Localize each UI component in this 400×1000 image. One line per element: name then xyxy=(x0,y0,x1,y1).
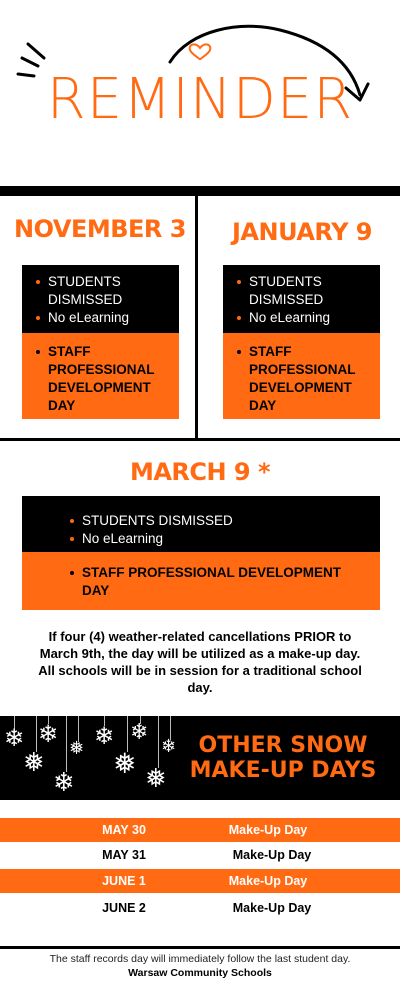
table-row xyxy=(0,843,400,867)
march-students-dismissed: STUDENTS DISMISSED xyxy=(68,512,370,530)
november-date: NOVEMBER 3 xyxy=(14,215,186,243)
november-staff-pd-day: STAFF PROFESSIONAL DEVELOPMENT DAY xyxy=(34,343,169,415)
divider-vertical xyxy=(195,196,198,440)
table-row xyxy=(0,896,400,920)
snowflake-icon: ❄ xyxy=(130,720,149,745)
snowflake-icon: ❄ xyxy=(38,720,59,748)
snowflake-icon: ❄ xyxy=(94,722,115,750)
march-staff-pd-day: STAFF PROFESSIONAL DEVELOPMENT DAY xyxy=(68,564,364,600)
january-staff-pd-day: STAFF PROFESSIONAL DEVELOPMENT DAY xyxy=(235,343,370,415)
march-note xyxy=(30,628,370,696)
makeup-label: Make-Up Day xyxy=(232,901,312,915)
november-no-elearning: No eLearning xyxy=(34,309,169,327)
makeup-date: JUNE 2 xyxy=(102,901,146,915)
snowflake-icon: ❄ xyxy=(4,724,25,752)
ornament-string xyxy=(66,716,67,772)
ornament-string xyxy=(36,716,37,752)
march-note-condition: If four (4) weather-related cancellations PRIOR to March 9th, the day will be utilized as a make-up day. xyxy=(39,629,361,661)
march-staff-block xyxy=(22,552,380,610)
snowflake-icon: ❅ xyxy=(145,764,167,794)
divider-top xyxy=(0,186,400,196)
footer-org: Warsaw Community Schools xyxy=(128,967,272,979)
table-row xyxy=(0,869,400,893)
snow-title-line2: MAKE-UP DAYS xyxy=(189,758,377,783)
november-students-dismissed: STUDENTS DISMISSED xyxy=(34,273,169,309)
snowflake-icon: ❅ xyxy=(23,748,45,778)
november-students-block xyxy=(22,265,179,333)
makeup-date: MAY 31 xyxy=(102,848,146,862)
march-note-session: All schools will be in session for a traditional school day. xyxy=(38,663,362,695)
makeup-date: JUNE 1 xyxy=(102,874,146,888)
footer-divider xyxy=(0,946,400,949)
january-date: JANUARY 9 xyxy=(231,218,372,246)
january-staff-block xyxy=(223,333,380,419)
header xyxy=(0,0,400,185)
snowflake-icon: ❅ xyxy=(113,747,137,780)
snowflake-icon: ❅ xyxy=(69,738,85,759)
january-students-dismissed: STUDENTS DISMISSED xyxy=(235,273,370,309)
makeup-label: Make-Up Day xyxy=(232,848,312,862)
march-no-elearning: No eLearning xyxy=(68,530,370,548)
makeup-label: Make-Up Day xyxy=(228,823,308,837)
snowflake-icon: ❄ xyxy=(53,768,75,798)
makeup-label: Make-Up Day xyxy=(228,874,308,888)
table-row xyxy=(0,818,400,842)
march-students-block xyxy=(22,496,380,552)
november-staff-block xyxy=(22,333,179,419)
march-date: MARCH 9 * xyxy=(129,458,271,486)
reminder-title: REMINDER xyxy=(46,67,354,132)
january-no-elearning: No eLearning xyxy=(235,309,370,327)
snow-title-line1: OTHER SNOW xyxy=(198,733,368,758)
divider-middle xyxy=(0,438,400,441)
ornament-string xyxy=(158,716,159,768)
snow-title xyxy=(188,733,378,783)
snowflake-icon: ❄ xyxy=(161,736,177,757)
makeup-date: MAY 30 xyxy=(102,823,146,837)
january-students-block xyxy=(223,265,380,333)
footer-note: The staff records day will immediately follow the last student day. xyxy=(49,953,351,965)
